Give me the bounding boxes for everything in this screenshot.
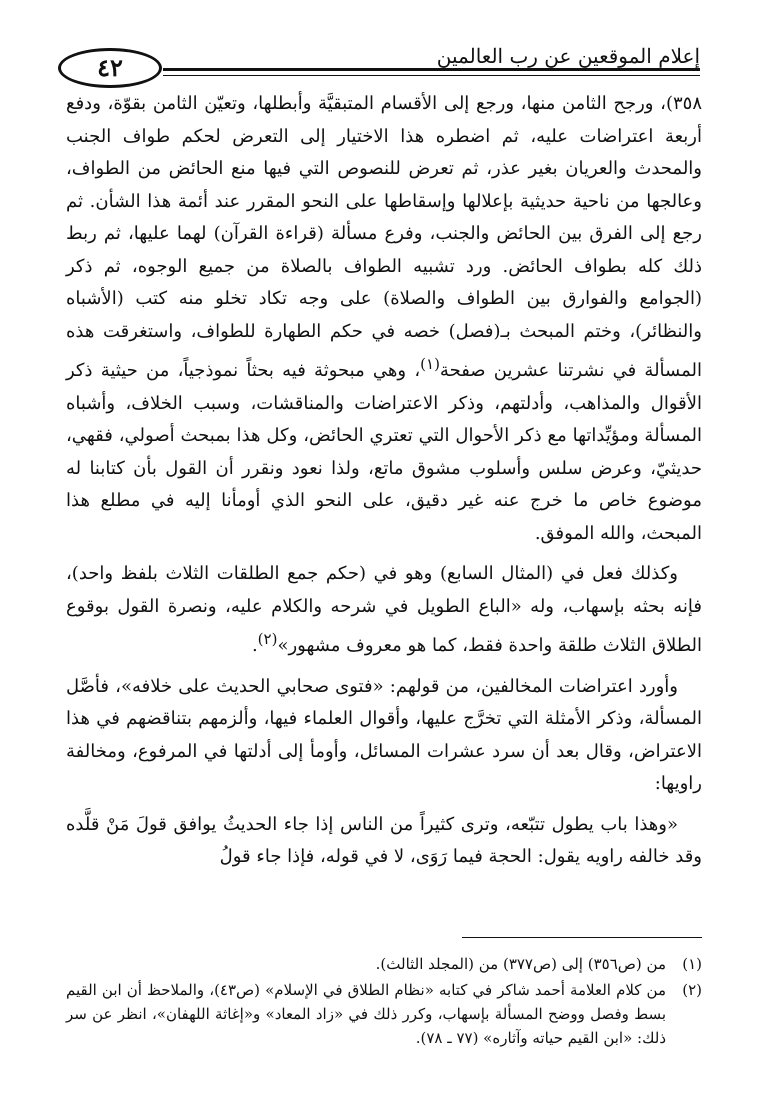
header-rule-thick (163, 68, 700, 71)
footnote-1-number: (١) (682, 955, 702, 973)
paragraph-2-end: . (251, 635, 258, 656)
header-rule-thin (163, 75, 700, 76)
footnote-ref-1: (١) (420, 355, 440, 373)
footnote-ref-2: (٢) (257, 630, 278, 648)
paragraph-1-text: ٣٥٨)، ورجح الثامن منها، ورجع إلى الأقسام المتبقيَّة وأبطلها، وتعيّن الثامن بقوّة، ودفع أربعة اعتراضات عليه، ثم اضطره هذا الاختيار إلى التعرض لحكم طواف الجنب والمحدث والعريان بغير عذر، ثم تعرض للنصوص التي فيها منع الحائض من الطواف، وعالجها من ناحية حديثية بإعلالها وإسقاطها على النحو المقرر عند أئمة هذا الشأن. ثم رجع إلى الفرق بين الحائض والجنب، وفرع مسألة (قراءة القرآن) لهما عليها، ثم ربط ذلك كله بطواف الحائض. ورد تشبيه الطواف بالصلاة من جميع الوجوه، ثم ذكر (الجوامع والفوارق بين الطواف والصلاة) على وجه تكاد تخلو منه كتب (الأشباه والنظائر)، وختم المبحث بـ(فصل) خصه في حكم الطهارة للطواف، واستغرقت هذه المسألة في نشرتنا عشرين صفحة (66, 93, 702, 381)
paragraph-2-text: وكذلك فعل في (المثال السابع) وهو في (حكم جمع الطلقات الثلاث بلفظ واحد)، فإنه بحثه بإسهاب، وله «الباع الطويل في شرحه والكلام عليه، ونصرة القول بوقوع الطلاق الثلاث طلقة واحدة فقط، كما هو معروف مشهور» (66, 563, 702, 656)
paragraph-3: وأورد اعتراضات المخالفين، من قولهم: «فتوى صحابي الحديث على خلافه»، فأصَّل المسألة، وذكر الأمثلة التي تخرَّج عليها، وأقوال العلماء فيها، وألزمهم بتناقضهم في هذا الاعتراض، وقال بعد أن سرد عشرات المسائل، وأومأ إلى أدلتها في المرفوع، ومخالفة راويها: (66, 675, 702, 794)
paragraph-1 (66, 88, 702, 550)
paragraph-4: «وهذا باب يطول تتبّعه، وترى كثيراً من الناس إذا جاء الحديثُ يوافق قولَ مَنْ قلَّده وقد خالفه راويه يقول: الحجة فيما رَوَى، لا في قوله، فإذا جاء قولُ (66, 813, 702, 867)
page-number: ٤٢ (58, 48, 162, 88)
footnote-separator (462, 937, 702, 938)
footnote-1-text: من (ص٣٥٦) إلى (ص٣٧٧) من (المجلد الثالث). (375, 955, 666, 973)
footnote-2-text: من كلام العلامة أحمد شاكر في كتابه «نظام الطلاق في الإسلام» (ص٤٣)، والملاحظ أن ابن القيم بسط وفصل ووضح المسألة بإسهاب، وكرر ذلك في «زاد المعاد» و«إغاثة اللهفان»، انظر عن سر ذلك: «ابن القيم حياته وآثاره» (٧٧ ـ ٧٨). (66, 981, 666, 1047)
running-title: إعلام الموقعين عن رب العالمين (436, 44, 700, 68)
body-text (66, 88, 702, 874)
paragraph-2 (66, 558, 702, 663)
footnote-1 (66, 952, 702, 976)
paragraph-1-end: ، وهي مبحوثة فيه بحثاً نموذجياً، من حيثية ذكر الأقوال والمذاهب، وأدلتهم، وذكر الاعتراضات والمناقشات، وسبب الخلاف، وأشباه المسألة ومؤيِّداتها مع ذكر الأحوال التي تعتري الحائض، وكل هذا بمبحث أصولي، فقهي، حديثيّ، وعرض سلس وأسلوب مشوق ماتع، ولذا نعود ونقرر أن القول بأن كتابنا له موضوع خاص ما خرج عنه غير دقيق، على النحو الذي أومأنا إليه في مطلع هذا المبحث، والله الموفق. (66, 360, 702, 544)
footnote-2 (66, 978, 702, 1050)
footnotes (66, 952, 702, 1052)
footnote-2-number: (٢) (682, 981, 702, 999)
page-header (58, 30, 700, 90)
